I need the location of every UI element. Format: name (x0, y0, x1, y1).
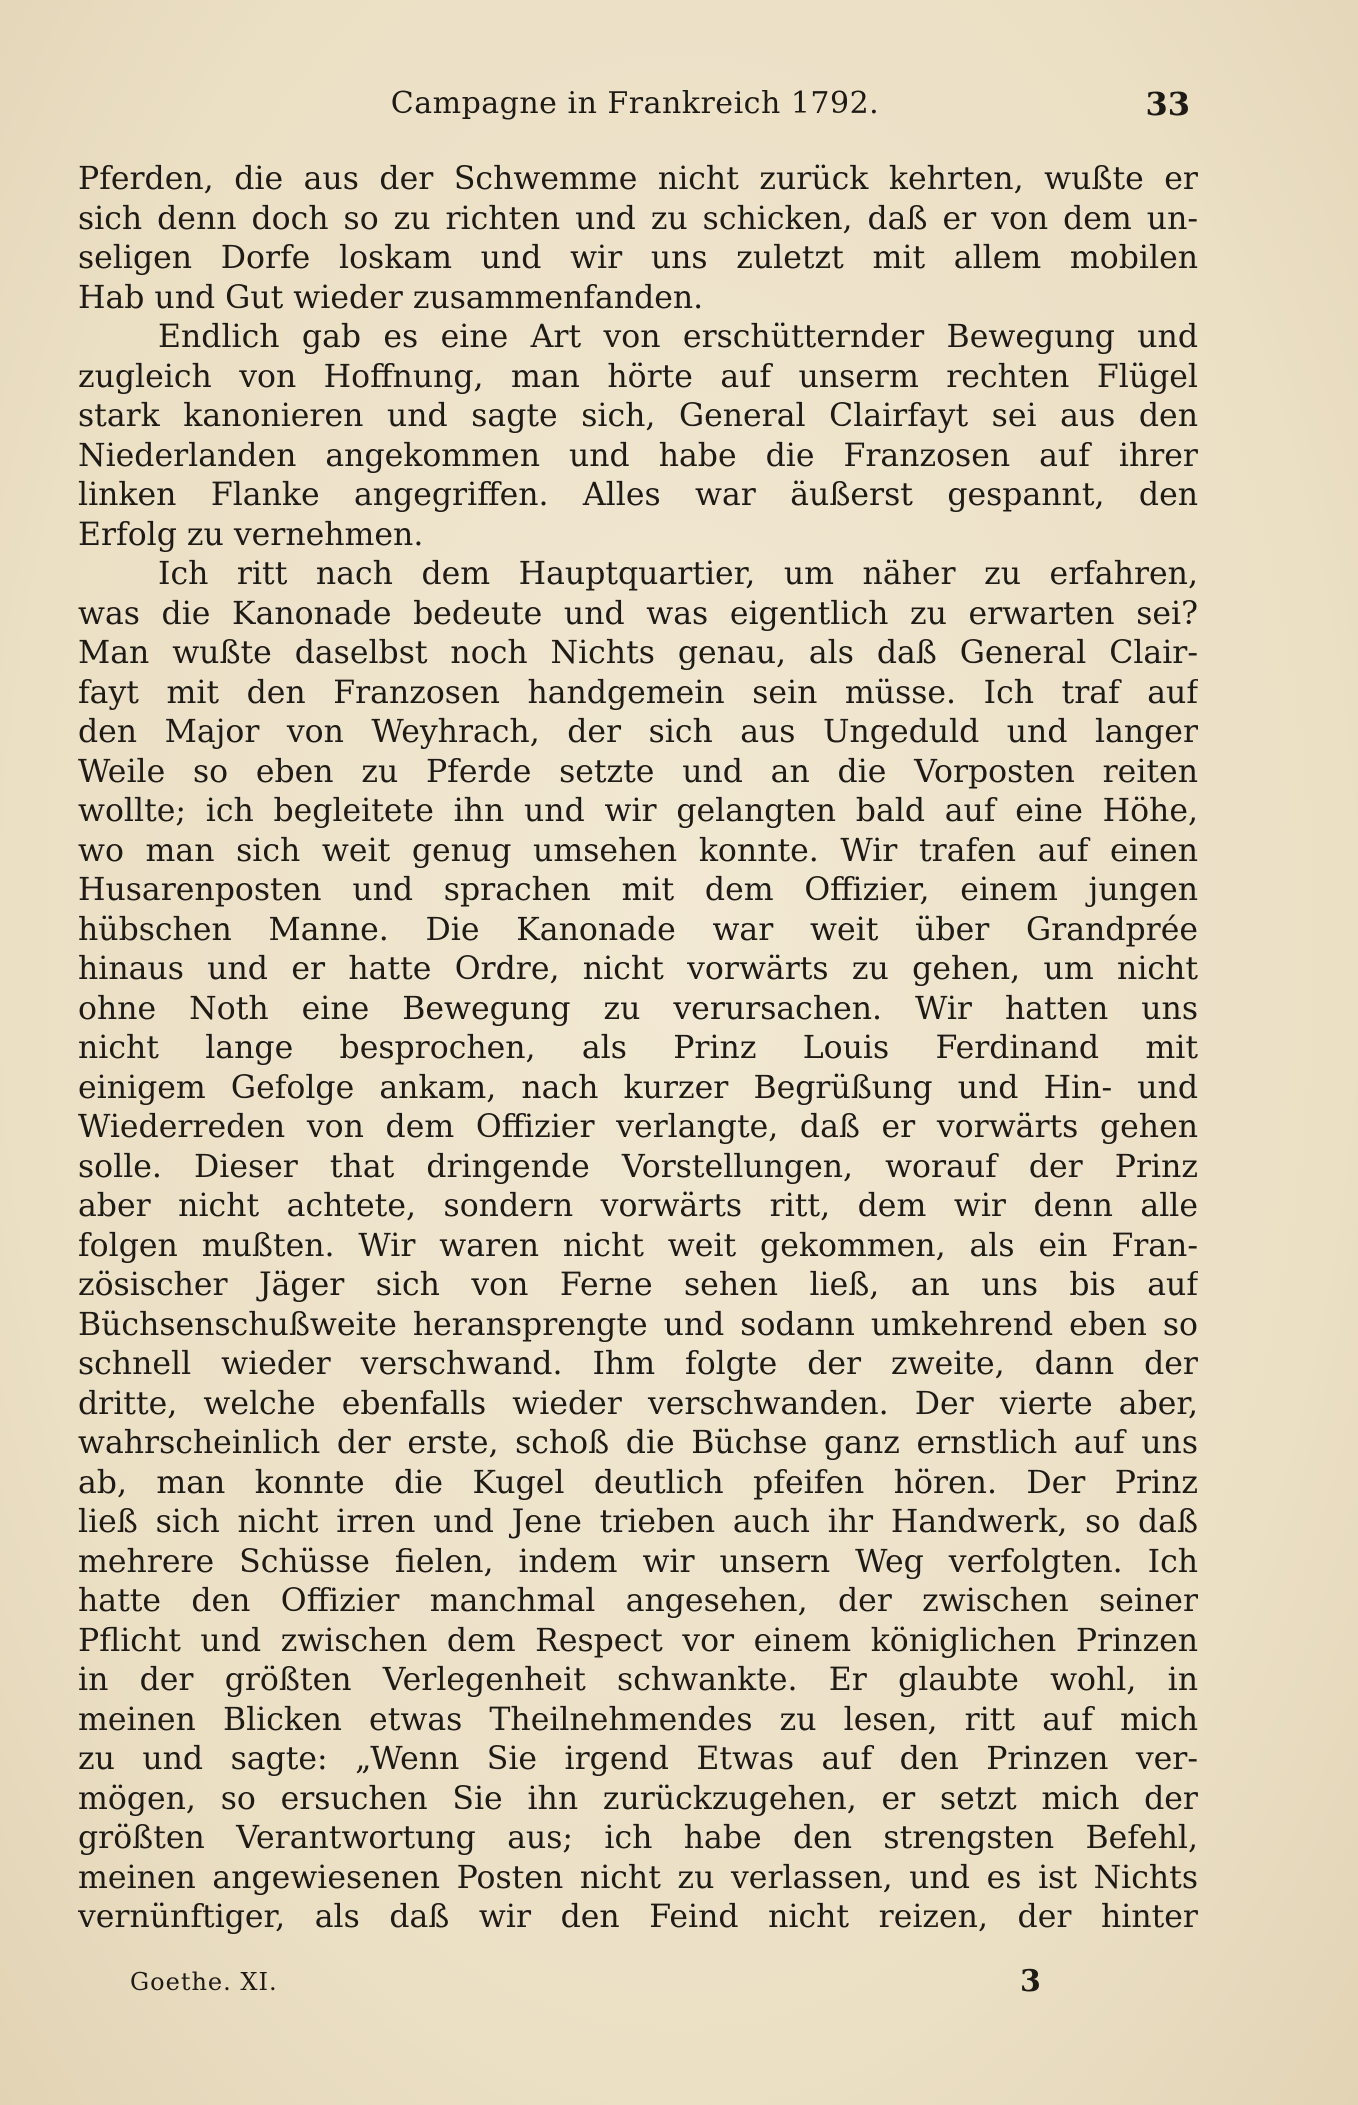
text-line: zösischer Jäger sich von Ferne sehen ließ, an uns bis auf (78, 1267, 1198, 1303)
text-line: Wiederreden von dem Offizier verlangte, daß er vorwärts gehen (78, 1109, 1198, 1145)
body-text (78, 160, 1198, 1938)
text-line: sich denn doch so zu richten und zu schicken, daß er von dem un- (78, 200, 1198, 237)
text-line: Weile so eben zu Pferde setzte und an die Vorposten reiten (78, 753, 1198, 790)
text-line: mehrere Schüsse fielen, indem wir unsern Weg verfolgten. Ich (78, 1543, 1198, 1580)
text-line: Endlich gab es eine Art von erschütternder Bewegung und (158, 319, 1198, 355)
printer-signature: Goethe. XI. (130, 1968, 278, 1996)
text-line: zu und sagte: „Wenn Sie irgend Etwas auf den Prinzen ver- (78, 1741, 1198, 1777)
text-line: Hab und Gut wieder zusammenfanden. (78, 279, 704, 316)
text-line: meinen angewiesenen Posten nicht zu verlassen, und es ist Nichts (78, 1859, 1198, 1896)
text-line: einigem Gefolge ankam, nach kurzer Begrüßung und Hin- und (78, 1069, 1198, 1106)
text-line: ließ sich nicht irren und Jene trieben auch ihr Handwerk, so daß (78, 1504, 1198, 1540)
text-line: was die Kanonade bedeute und was eigentlich zu erwarten sei? (78, 595, 1198, 632)
text-line: fayt mit den Franzosen handgemein sein müsse. Ich traf auf (78, 674, 1198, 711)
text-line: in der größten Verlegenheit schwankte. Er glaubte wohl, in (78, 1662, 1198, 1698)
text-line: Man wußte daselbst noch Nichts genau, als daß General Clair- (78, 635, 1198, 671)
text-line: Pferden, die aus der Schwemme nicht zurück kehrten, wußte er (78, 161, 1198, 197)
sheet-number: 3 (1020, 1964, 1041, 1999)
text-line: schnell wieder verschwand. Ihm folgte der zweite, dann der (78, 1346, 1198, 1382)
running-head (80, 82, 1190, 126)
text-line: hübschen Manne. Die Kanonade war weit über Grandprée (78, 911, 1198, 948)
text-line: hinaus und er hatte Ordre, nicht vorwärts zu gehen, um nicht (78, 951, 1198, 987)
text-line: wollte; ich begleitete ihn und wir gelangten bald auf eine Höhe, (78, 793, 1198, 829)
running-title: Campagne in Frankreich 1792. (390, 86, 880, 121)
text-line: Ich ritt nach dem Hauptquartier, um näher zu erfahren, (158, 556, 1198, 592)
text-line: hatte den Offizier manchmal angesehen, der zwischen seiner (78, 1583, 1198, 1619)
text-line: stark kanonieren und sagte sich, General Clairfayt sei aus den (78, 398, 1198, 434)
text-line: dritte, welche ebenfalls wieder verschwanden. Der vierte aber, (78, 1385, 1198, 1422)
text-line: größten Verantwortung aus; ich habe den strengsten Befehl, (78, 1820, 1198, 1856)
text-line: Husarenposten und sprachen mit dem Offizier, einem jungen (78, 872, 1198, 908)
text-line: Erfolg zu vernehmen. (78, 516, 424, 553)
text-line: ab, man konnte die Kugel deutlich pfeifen hören. Der Prinz (78, 1464, 1198, 1501)
text-line: nicht lange besprochen, als Prinz Louis Ferdinand mit (78, 1030, 1198, 1066)
text-line: zugleich von Hoffnung, man hörte auf unserm rechten Flügel (78, 358, 1198, 395)
text-line: den Major von Weyhrach, der sich aus Ungeduld und langer (78, 714, 1198, 750)
text-line: linken Flanke angegriffen. Alles war äußerst gespannt, den (78, 477, 1198, 513)
text-line: solle. Dieser that dringende Vorstellungen, worauf der Prinz (78, 1148, 1198, 1185)
text-line: wahrscheinlich der erste, schoß die Büchse ganz ernstlich auf uns (78, 1425, 1198, 1461)
text-line: folgen mußten. Wir waren nicht weit gekommen, als ein Fran- (78, 1227, 1198, 1264)
text-line: Büchsenschußweite heransprengte und sodann umkehrend eben so (78, 1306, 1198, 1343)
text-line: ohne Noth eine Bewegung zu verursachen. Wir hatten uns (78, 990, 1198, 1027)
text-line: aber nicht achtete, sondern vorwärts ritt, dem wir denn alle (78, 1188, 1198, 1224)
text-line: meinen Blicken etwas Theilnehmendes zu lesen, ritt auf mich (78, 1701, 1198, 1738)
text-line: seligen Dorfe loskam und wir uns zuletzt mit allem mobilen (78, 240, 1198, 276)
text-line: wo man sich weit genug umsehen konnte. Wir trafen auf einen (78, 832, 1198, 869)
page-footer (130, 1960, 1050, 2004)
page-number: 33 (1145, 85, 1190, 123)
text-line: Niederlanden angekommen und habe die Franzosen auf ihrer (78, 437, 1198, 474)
text-line: vernünftiger, als daß wir den Feind nicht reizen, der hinter (78, 1899, 1198, 1935)
text-line: Pflicht und zwischen dem Respect vor einem königlichen Prinzen (78, 1622, 1198, 1659)
text-line: mögen, so ersuchen Sie ihn zurückzugehen, er setzt mich der (78, 1780, 1198, 1817)
